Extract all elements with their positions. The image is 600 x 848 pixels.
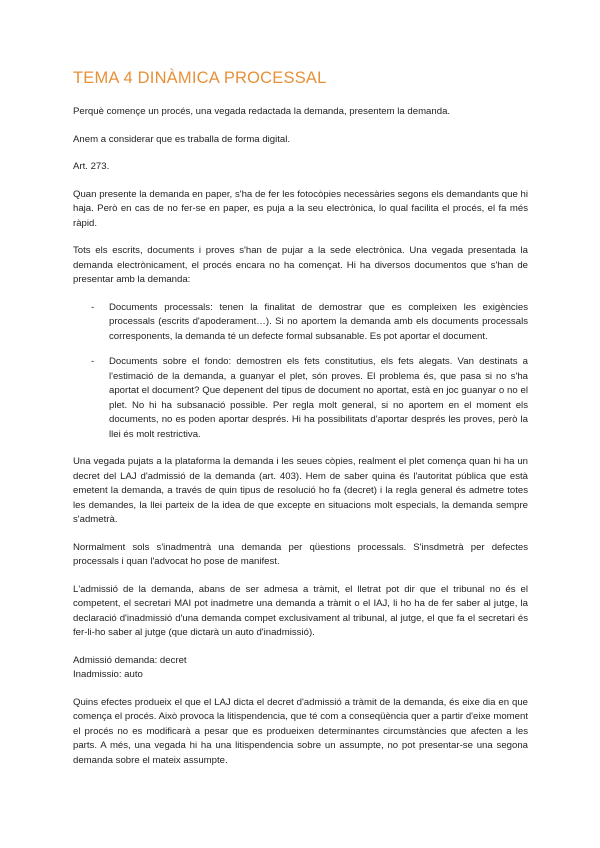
paragraph-admission-competence: L'admissió de la demanda, abans de ser admesa a tràmit, el lletrat pot dir que el tribunal no és el competent, el secretari MAI pot inadmetre una demanda a tràmit o el IAJ, li ho ha de fer saber al jutge, la declaració d'inadmissió d'una demanda compet exclusivament al tribunal, al jutge, el que fa el secretari és fer-li-ho saber al jutge (que dictarà un auto d'inadmissió). bbox=[73, 583, 528, 638]
resolution-inadmission: Inadmissio: auto bbox=[73, 669, 143, 680]
list-dash: - bbox=[91, 301, 95, 313]
list-dash: - bbox=[91, 356, 95, 367]
paragraph-intro: Perquè començe un procés, una vegada redactada la demanda, presentem la demanda. bbox=[73, 106, 451, 117]
list-item-processals bbox=[73, 301, 528, 345]
document-title: TEMA 4 DINÀMICA PROCESSAL bbox=[73, 69, 327, 87]
resolution-types bbox=[73, 654, 528, 683]
list-item-fondo bbox=[73, 355, 528, 442]
paragraph-paper: Quan presente la demanda en paper, s'ha de fer les fotocòpies necessàries segons els demandants que hi haja. Però en cas de no fer-se en paper, es puja a la seu electrònica, lo qual facilita el procés, el fa més ràpid. bbox=[73, 188, 528, 229]
paragraph-digital: Anem a considerar que es traballa de forma digital. bbox=[73, 133, 291, 145]
paragraph-admission-decree: Una vegada pujats a la plataforma la demanda i les seues còpies, realment el plet comença quan hi ha un decret del LAJ d'admissió de la demanda (art. 403). Hem de saber quina és l'autoritat pública que està emetent la demanda, a través de quin tipus de resolució ho fa (decret) i la regla general és admetre totes les demandes, la llei parteix de la idea de que excepte en situacions molt especials, la demanda sempre s'admetrà. bbox=[73, 456, 528, 525]
paragraph-litispendencia: Quins efectes produeix el que el LAJ dicta el decret d'admissió a tràmit de la demanda, és eixe dia en que comença el procés. Això provoca la litispendencia, que té com a conseqüència quer a partir d'eixe moment el procés no es modificarà a pesar que es produeixen determinantes circumstàncies que afecten a les parts. A més, una vegada hi ha una litispendencia sobre un assumpte, no pot presentar-se una segona demanda sobre el mateix assumpte. bbox=[73, 696, 528, 766]
resolution-admission: Admissió demanda: decret bbox=[73, 654, 187, 666]
document-types-list bbox=[73, 301, 528, 443]
list-item-text: Documents sobre el fondo: demostren els fets constitutius, els fets alegats. Van destinats a l'estimació de la demanda, a guanyar el plet, són proves. El problema és, que pasa si no s'ha aportat el document? Que depenent del tipus de document no aportat, està en joc guanyar o no el plet. No hi ha subsanació possible. Per regla molt general, si no aportem en el moment els documents, no es poden aportar després. Hi ha possibilitats d'aportar després les proves, però la llei és molt restrictiva. bbox=[109, 356, 528, 440]
list-item-text: Documents processals: tenen la finalitat de demostrar que es compleixen les exigències processals (escrits d'apoderament…). Si no aportem la demanda amb els documents processals corresponents, la demanda té un defecte formal subsanable. Es pot aportar el document. bbox=[109, 301, 528, 342]
paragraph-inadmission: Normalment sols s'inadmentrà una demanda per qüestions processals. S'insdmetrà per defectes processals i quan l'advocat ho pose de manifest. bbox=[73, 541, 528, 567]
paragraph-electronic: Tots els escrits, documents i proves s'han de pujar a la sede electrònica. Una vegada presentada la demanda electrònicament, el procés encara no ha començat. Hi ha diversos documentos que s'han de presentar amb la demanda: bbox=[73, 245, 528, 285]
paragraph-article: Art. 273. bbox=[73, 161, 110, 172]
